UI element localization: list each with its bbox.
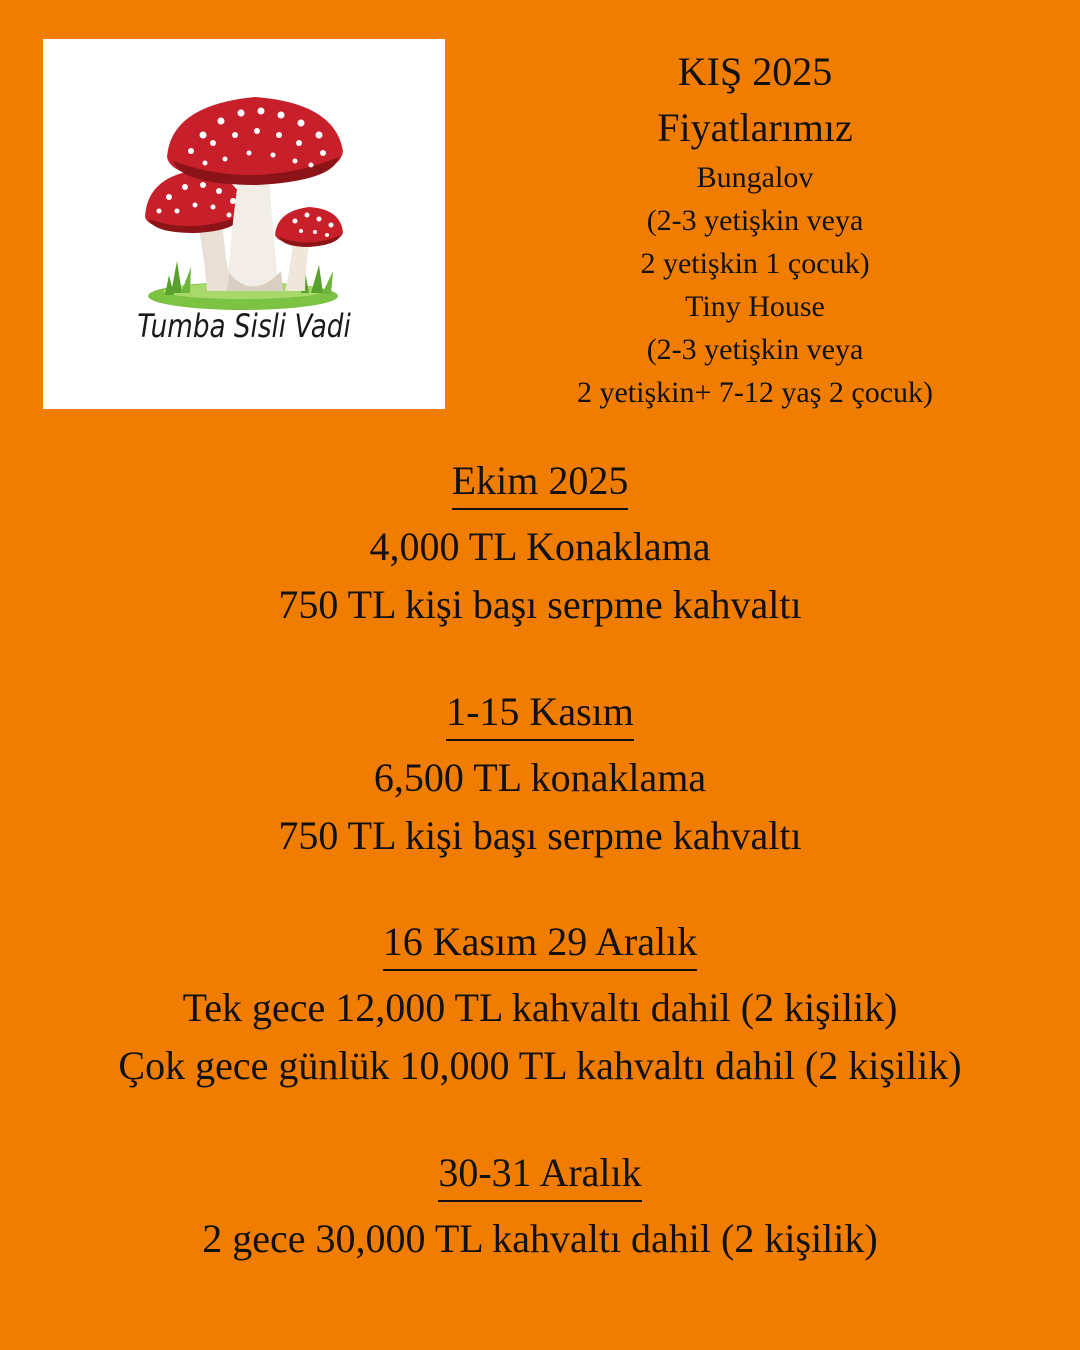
price-line: Tek gece 12,000 TL kahvaltı dahil (2 kişilik) <box>182 985 898 1030</box>
prices-subtitle: Fiyatlarımız <box>657 105 853 150</box>
price-line: 750 TL kişi başı serpme kahvaltı <box>278 813 802 858</box>
price-line: 2 gece 30,000 TL kahvaltı dahil (2 kişilik) <box>202 1216 878 1261</box>
section-aralik-end <box>0 1146 1080 1268</box>
logo-card <box>43 39 445 409</box>
header-block <box>520 44 990 414</box>
section-heading: Ekim 2025 <box>452 454 629 510</box>
section-kasim-aralik <box>0 915 1080 1095</box>
price-line: Çok gece günlük 10,000 TL kahvaltı dahil (2 kişilik) <box>118 1043 962 1088</box>
header-line: 2 yetişkin+ 7-12 yaş 2 çocuk) <box>576 376 933 409</box>
section-ekim <box>0 454 1080 634</box>
header-line: Tiny House <box>685 290 825 323</box>
price-line: 6,500 TL konaklama <box>373 755 707 800</box>
season-title: KIŞ 2025 <box>677 49 833 94</box>
price-line: 4,000 TL Konaklama <box>369 524 711 569</box>
header-line: Bungalov <box>696 161 814 194</box>
header-line: 2 yetişkin 1 çocuk) <box>640 247 870 280</box>
section-kasim-early <box>0 685 1080 865</box>
price-line: 750 TL kişi başı serpme kahvaltı <box>278 582 802 627</box>
brand-name: Tumba Sisli Vadi <box>137 307 351 345</box>
header-line: (2-3 yetişkin veya <box>646 204 864 237</box>
section-heading: 30-31 Aralık <box>438 1146 641 1202</box>
section-heading: 1-15 Kasım <box>446 685 634 741</box>
header-line: (2-3 yetişkin veya <box>646 333 864 366</box>
section-heading: 16 Kasım 29 Aralık <box>383 915 697 971</box>
mushroom-logo-icon <box>43 39 445 409</box>
